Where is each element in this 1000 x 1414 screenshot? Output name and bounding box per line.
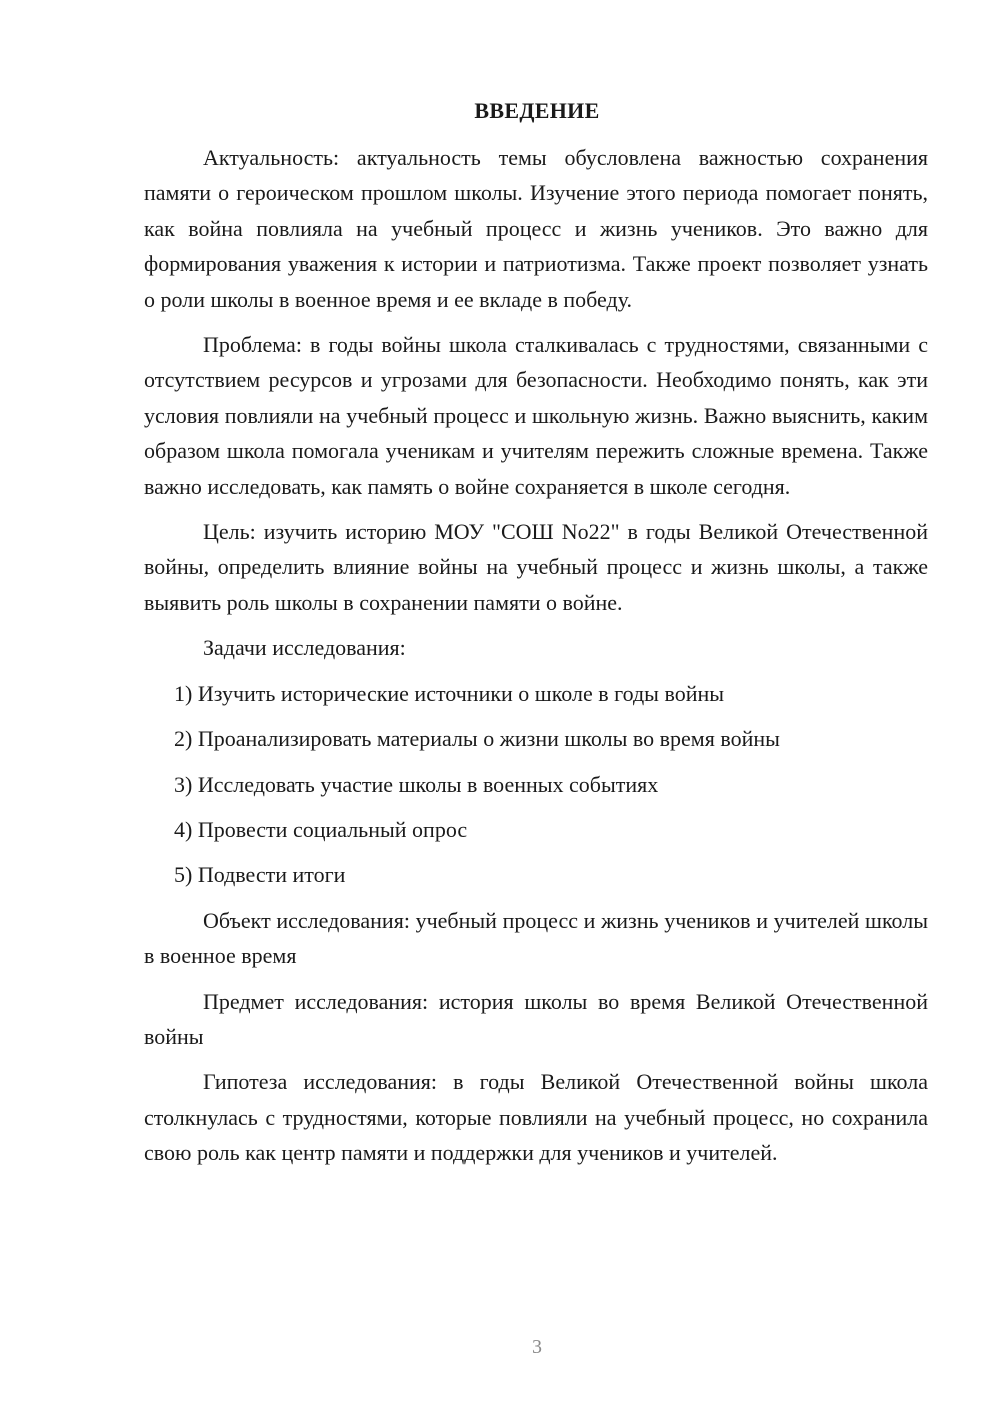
task-item-5: 5) Подвести итоги [174,862,346,888]
section-body [144,140,928,1181]
tasks-heading: Задачи исследования: [203,635,406,661]
relevance-paragraph: Актуальность: актуальность темы обусловлена важностью сохранения памяти о героическом прошлом школы. Изучение этого периода помогает понять, как война повлияла на учебный процесс и жизнь учеников. Это важно для формирования уважения к истории и патриотизма. Также проект позволяет узнать о роли школы в военное время и ее вкладе в победу. [144,145,928,312]
object-paragraph: Объект исследования: учебный процесс и жизнь учеников и учителей школы в военное время [144,907,928,969]
task-item-2: 2) Проанализировать материалы о жизни школы во время войны [174,726,780,752]
page-number: 3 [532,1336,542,1358]
goal-paragraph: Цель: изучить историю МОУ "СОШ No22" в годы Великой Отечественной войны, определить влияние войны на учебный процесс и жизнь школы, а также выявить роль школы в сохранении памяти о войне. [144,519,928,615]
section-heading: ВВЕДЕНИЕ [474,98,600,123]
task-item-3: 3) Исследовать участие школы в военных событиях [174,771,659,797]
task-item-4: 4) Провести социальный опрос [174,816,468,842]
hypothesis-paragraph: Гипотеза исследования: в годы Великой Отечественной войны школа столкнулась с трудностями, которые повлияли на учебный процесс, но сохранила свою роль как центр памяти и поддержки для учеников и учителей. [144,1069,928,1166]
problem-paragraph: Проблема: в годы войны школа сталкивалась с трудностями, связанными с отсутствием ресурсов и угрозами для безопасности. Необходимо понять, как эти условия повлияли на учебный процесс и школьную жизнь. Важно выяснить, каким образом школа помогала ученикам и учителям пережить сложные времена. Также важно исследовать, как память о войне сохраняется в школе сегодня. [144,332,928,499]
task-item-1: 1) Изучить исторические источники о школе в годы войны [174,680,725,706]
subject-paragraph: Предмет исследования: история школы во время Великой Отечественной войны [144,988,928,1049]
tasks-list [144,676,928,893]
